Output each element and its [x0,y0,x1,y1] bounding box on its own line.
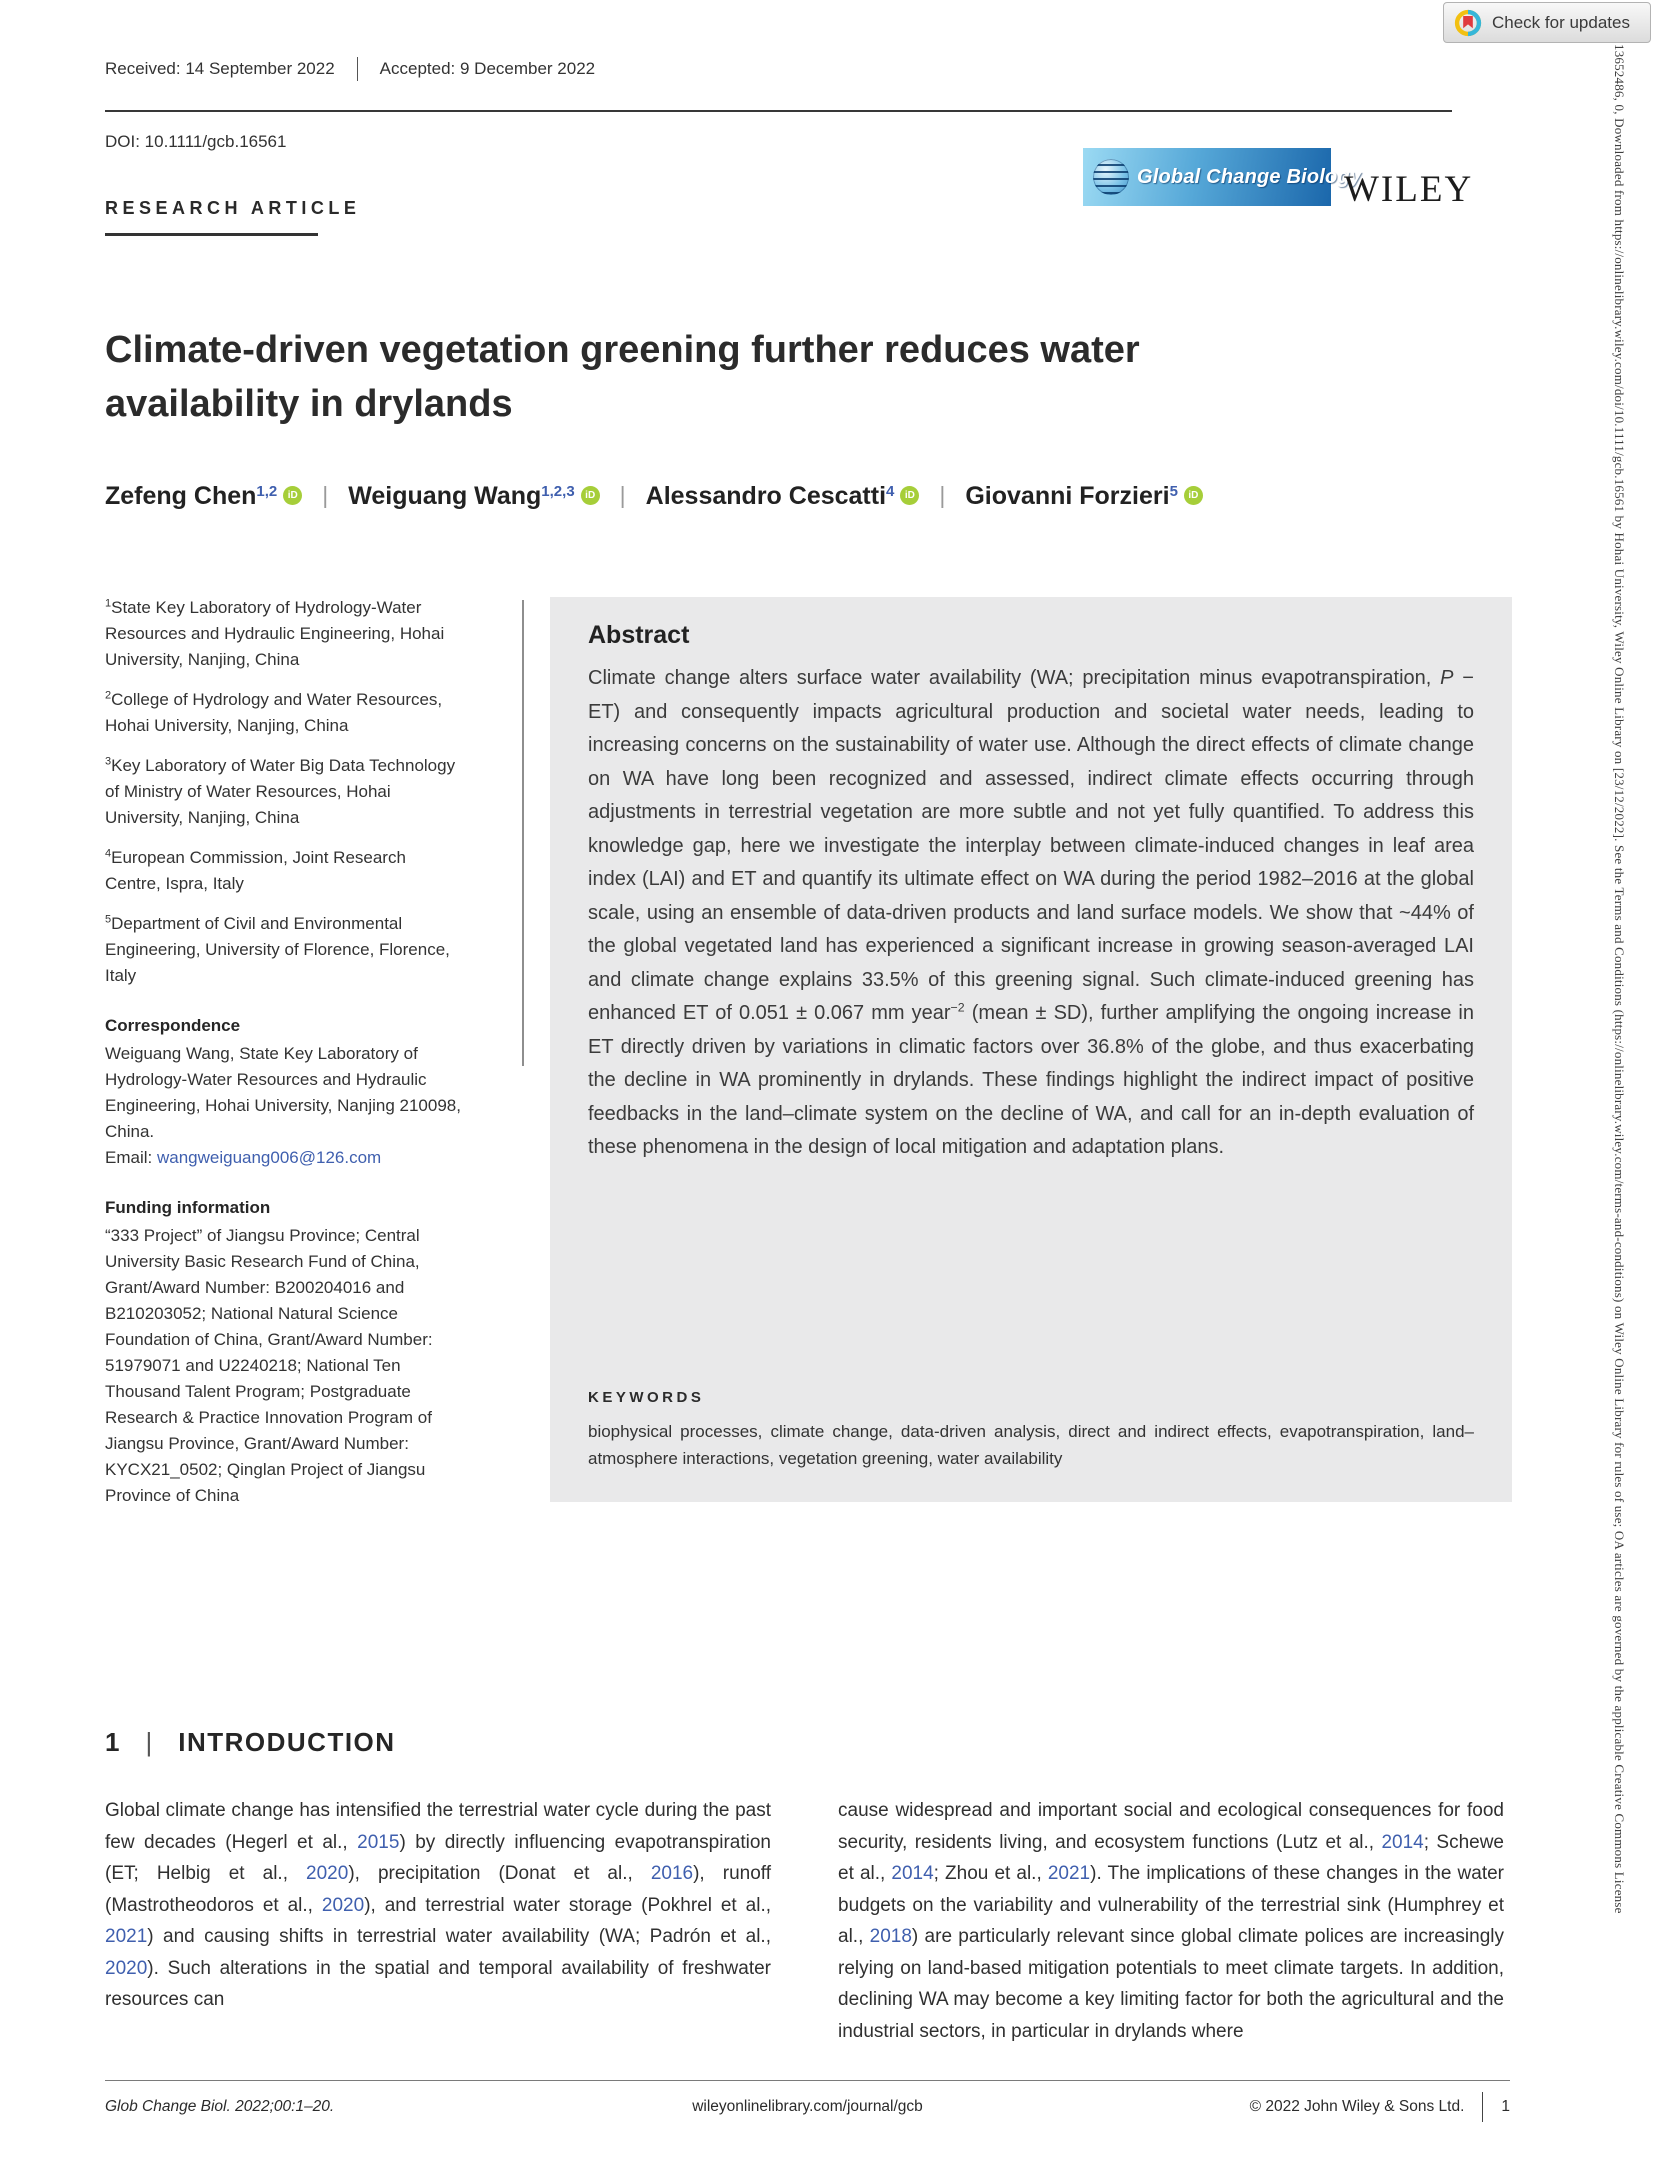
affiliations-divider [522,600,524,1066]
affiliation-item [105,753,465,831]
footer-website: wileyonlinelibrary.com/journal/gcb [692,2098,923,2115]
intro-right-column [838,1795,1504,2047]
correspondence-text: Weiguang Wang, State Key Laboratory of Hydrology-Water Resources and Hydraulic Engineering, Hohai University, Nanjing 210098, China. [105,1044,461,1141]
page-title: Climate-driven vegetation greening further reduces water availability in drylands [105,329,1140,426]
author-separator: | [619,482,626,508]
orcid-icon[interactable]: iD [1184,486,1203,505]
affiliation-text: Department of Civil and Environmental Engineering, University of Florence, Florence, Italy [105,914,450,985]
funding-text: “333 Project” of Jiangsu Province; Central University Basic Research Fund of China, Grant/Award Number: B200204016 and B210203052; National Natural Science Foundation of China, Grant/Award Number: 51979071 and U2240218; National Ten Thousand Talent Program; Postgraduate Research & Practice Innovation Program of Jiangsu Province, Grant/Award Number: KYCX21_0502; Qinglan Project of Jiangsu Province of China [105,1226,433,1505]
affiliation-item [105,687,465,739]
header-rule [105,110,1452,112]
intro-section-heading [105,1727,396,1758]
correspondence-email-line [105,1145,465,1171]
author-name: Weiguang Wang [348,482,542,510]
text-run: ) and causing shifts in terrestrial water availability (WA; Padrón et al., [147,1926,771,1947]
citation-link[interactable]: 2021 [105,1926,148,1947]
text-run: ; Zhou et al., [933,1863,1048,1884]
email-link[interactable]: wangweiguang006@126.com [156,1148,382,1167]
author [965,482,1203,511]
affiliation-text: State Key Laboratory of Hydrology-Water Resources and Hydraulic Engineering, Hohai University, Nanjing, China [105,598,445,669]
citation-link[interactable]: 2015 [357,1831,400,1853]
check-for-updates-button[interactable] [1443,2,1651,43]
citation-link[interactable]: 2014 [891,1863,934,1884]
text-run: cause widespread and important social and ecological consequences for food security, residents living, and ecosystem functions (Lutz et al., [838,1800,1504,1853]
header-divider [357,57,358,81]
footer-journal-ref: Glob Change Biol. 2022;00:1–20. [105,2098,335,2115]
accepted-date: Accepted: 9 December 2022 [379,59,596,78]
text-run: ). Such alterations in the spatial and temporal availability of freshwater resources can [105,1957,771,2010]
footer [105,2090,1510,2124]
article-type-rule [105,233,318,236]
author-superscript: 1,2 [256,483,278,500]
keywords-text: biophysical processes, climate change, data-driven analysis, direct and indirect effects, evapotranspiration, land–atmosphere interactions, vegetation greening, water availability [588,1422,1474,1468]
abstract-body [588,662,1474,1165]
text-run: Climate change alters surface water availability (WA; precipitation minus evapotranspiration, [588,667,1441,689]
affiliation-text: College of Hydrology and Water Resources, Hohai University, Nanjing, China [105,690,443,735]
author [105,482,302,511]
text-run: ). The implications of these changes in the water budgets on the variability and vulnerability of the terrestrial sink (Humphrey et al., [838,1863,1504,1947]
keywords-heading: KEYWORDS [588,1389,705,1406]
affiliation-item [105,911,465,989]
funding-heading: Funding information [105,1198,271,1217]
intro-left-column [105,1795,771,2016]
footer-rule [105,2080,1510,2081]
affiliation-number: 2 [105,689,112,702]
affiliation-number: 5 [105,913,112,926]
crossmark-icon [1454,9,1482,37]
affiliation-item [105,595,465,673]
left-info-column [105,595,465,1509]
text-run: ) by directly influencing evapotranspiration (ET; Helbig et al., [105,1831,771,1884]
text-run: ; Schewe et al., [838,1831,1504,1884]
citation-link[interactable]: 2021 [1047,1863,1091,1884]
check-for-updates-label: Check for updates [1492,12,1630,32]
citation-link[interactable]: 2018 [869,1926,912,1947]
footer-divider [1482,2092,1483,2122]
author-name: Alessandro Cescatti [645,482,887,510]
email-label: Email: [105,1148,157,1167]
text-run: − ET) and consequently impacts agricultural production and societal water needs, leading to increasing concerns on the sustainability of water use. Although the direct effects of climate change on WA have long been recognized and assessed, indirect climate effects occurring through adjustments in terrestrial vegetation are more subtle and not yet fully quantified. To address this knowledge gap, here we investigate the interplay between climate-induced changes in leaf area index (LAI) and ET and quantify its ultimate effect on WA during the period 1982–2016 at the global scale, using an ensemble of data-driven products and land surface models. We show that ~44% of the global vegetated land has experienced a significant increase in growing season-averaged LAI and climate change explains 33.5% of this greening signal. Such climate-induced greening has enhanced ET of 0.051 ± 0.067 mm year [588,667,1474,1024]
author-superscript: 1,2,3 [541,483,575,500]
author-name: Giovanni Forzieri [965,482,1170,510]
author [646,482,920,511]
affiliation-item [105,845,465,897]
text-run: ), runoff (Mastrotheodoros et al., [105,1863,772,1916]
text-run: ), precipitation (Donat et al., [348,1863,651,1884]
wiley-logo: WILEY [1344,169,1474,210]
citation-link[interactable]: 2016 [650,1863,694,1884]
download-watermark-text: 13652486, 0, Downloaded from https://onlinelibrary.wiley.com/doi/10.1111/gcb.16561 by Hohai University, Wiley Online Library on [23/12/2022]. See the Terms and Conditions (https://onlinelibrary.wiley.com/terms-and-conditions) on Wiley Online Library for rules of use; OA articles are governed by the applicable Creative Commons License [1612,44,1627,1914]
footer-page-number: 1 [1501,2098,1510,2115]
citation-link[interactable]: 2020 [105,1957,148,1979]
abstract-heading: Abstract [588,621,690,649]
received-date: Received: 14 September 2022 [105,59,335,78]
intro-section-pipe: | [145,1727,153,1757]
text-run: ) are particularly relevant since global climate polices are increasingly relying on land-based mitigation potentials to meet climate targets. In addition, declining WA may become a key limiting factor for both the agricultural and the industrial sectors, in particular in drylands where [838,1926,1504,2042]
doi-text: DOI: 10.1111/gcb.16561 [105,132,287,151]
author-separator: | [322,482,329,508]
intro-section-number: 1 [105,1727,120,1757]
author-separator: | [939,482,946,508]
journal-logo-text: Global Change Biology [1137,165,1362,188]
affiliation-number: 4 [105,847,112,860]
text-run: (mean ± SD), further amplifying the ongoing increase in ET directly driven by variations in climatic factors over 36.8% of the globe, and thus exacerbating the decline in WA prominently in drylands. These findings highlight the indirect impact of positive feedbacks in the land–climate system on the decline of WA, and call for an in-depth evaluation of these phenomena in the design of local mitigation and adaptation plans. [588,1002,1474,1158]
citation-link[interactable]: 2014 [1381,1831,1424,1853]
footer-copyright: © 2022 John Wiley & Sons Ltd. [1249,2098,1465,2115]
globe-icon [1093,159,1129,195]
abstract-panel [550,597,1512,1502]
orcid-icon[interactable]: iD [900,486,919,505]
text-run: −2 [950,1000,965,1015]
author-name: Zefeng Chen [105,482,257,510]
text-run: ), and terrestrial water storage (Pokhrel et al., [364,1894,771,1916]
authors-row [105,482,1203,511]
author [348,482,599,511]
received-accepted-row [105,57,595,81]
text-run: Global climate change has intensified the terrestrial water cycle during the past few decades (Hegerl et al., [105,1800,771,1853]
gcb-journal-logo [1083,148,1362,206]
orcid-icon[interactable]: iD [581,486,600,505]
affiliation-number: 3 [105,755,112,768]
citation-link[interactable]: 2020 [321,1894,365,1916]
affiliation-text: Key Laboratory of Water Big Data Technology of Ministry of Water Resources, Hohai University, Nanjing, China [105,756,456,827]
affiliation-number: 1 [105,597,112,610]
affiliation-text: European Commission, Joint Research Centre, Ispra, Italy [105,848,406,893]
orcid-icon[interactable]: iD [283,486,302,505]
citation-link[interactable]: 2020 [306,1863,349,1884]
article-type-label: RESEARCH ARTICLE [105,198,361,218]
keywords-block [588,1389,1474,1472]
intro-section-title: INTRODUCTION [178,1727,396,1757]
author-superscript: 5 [1169,483,1178,500]
correspondence-heading: Correspondence [105,1016,241,1035]
text-run: P [1440,667,1454,689]
author-superscript: 4 [886,483,895,500]
